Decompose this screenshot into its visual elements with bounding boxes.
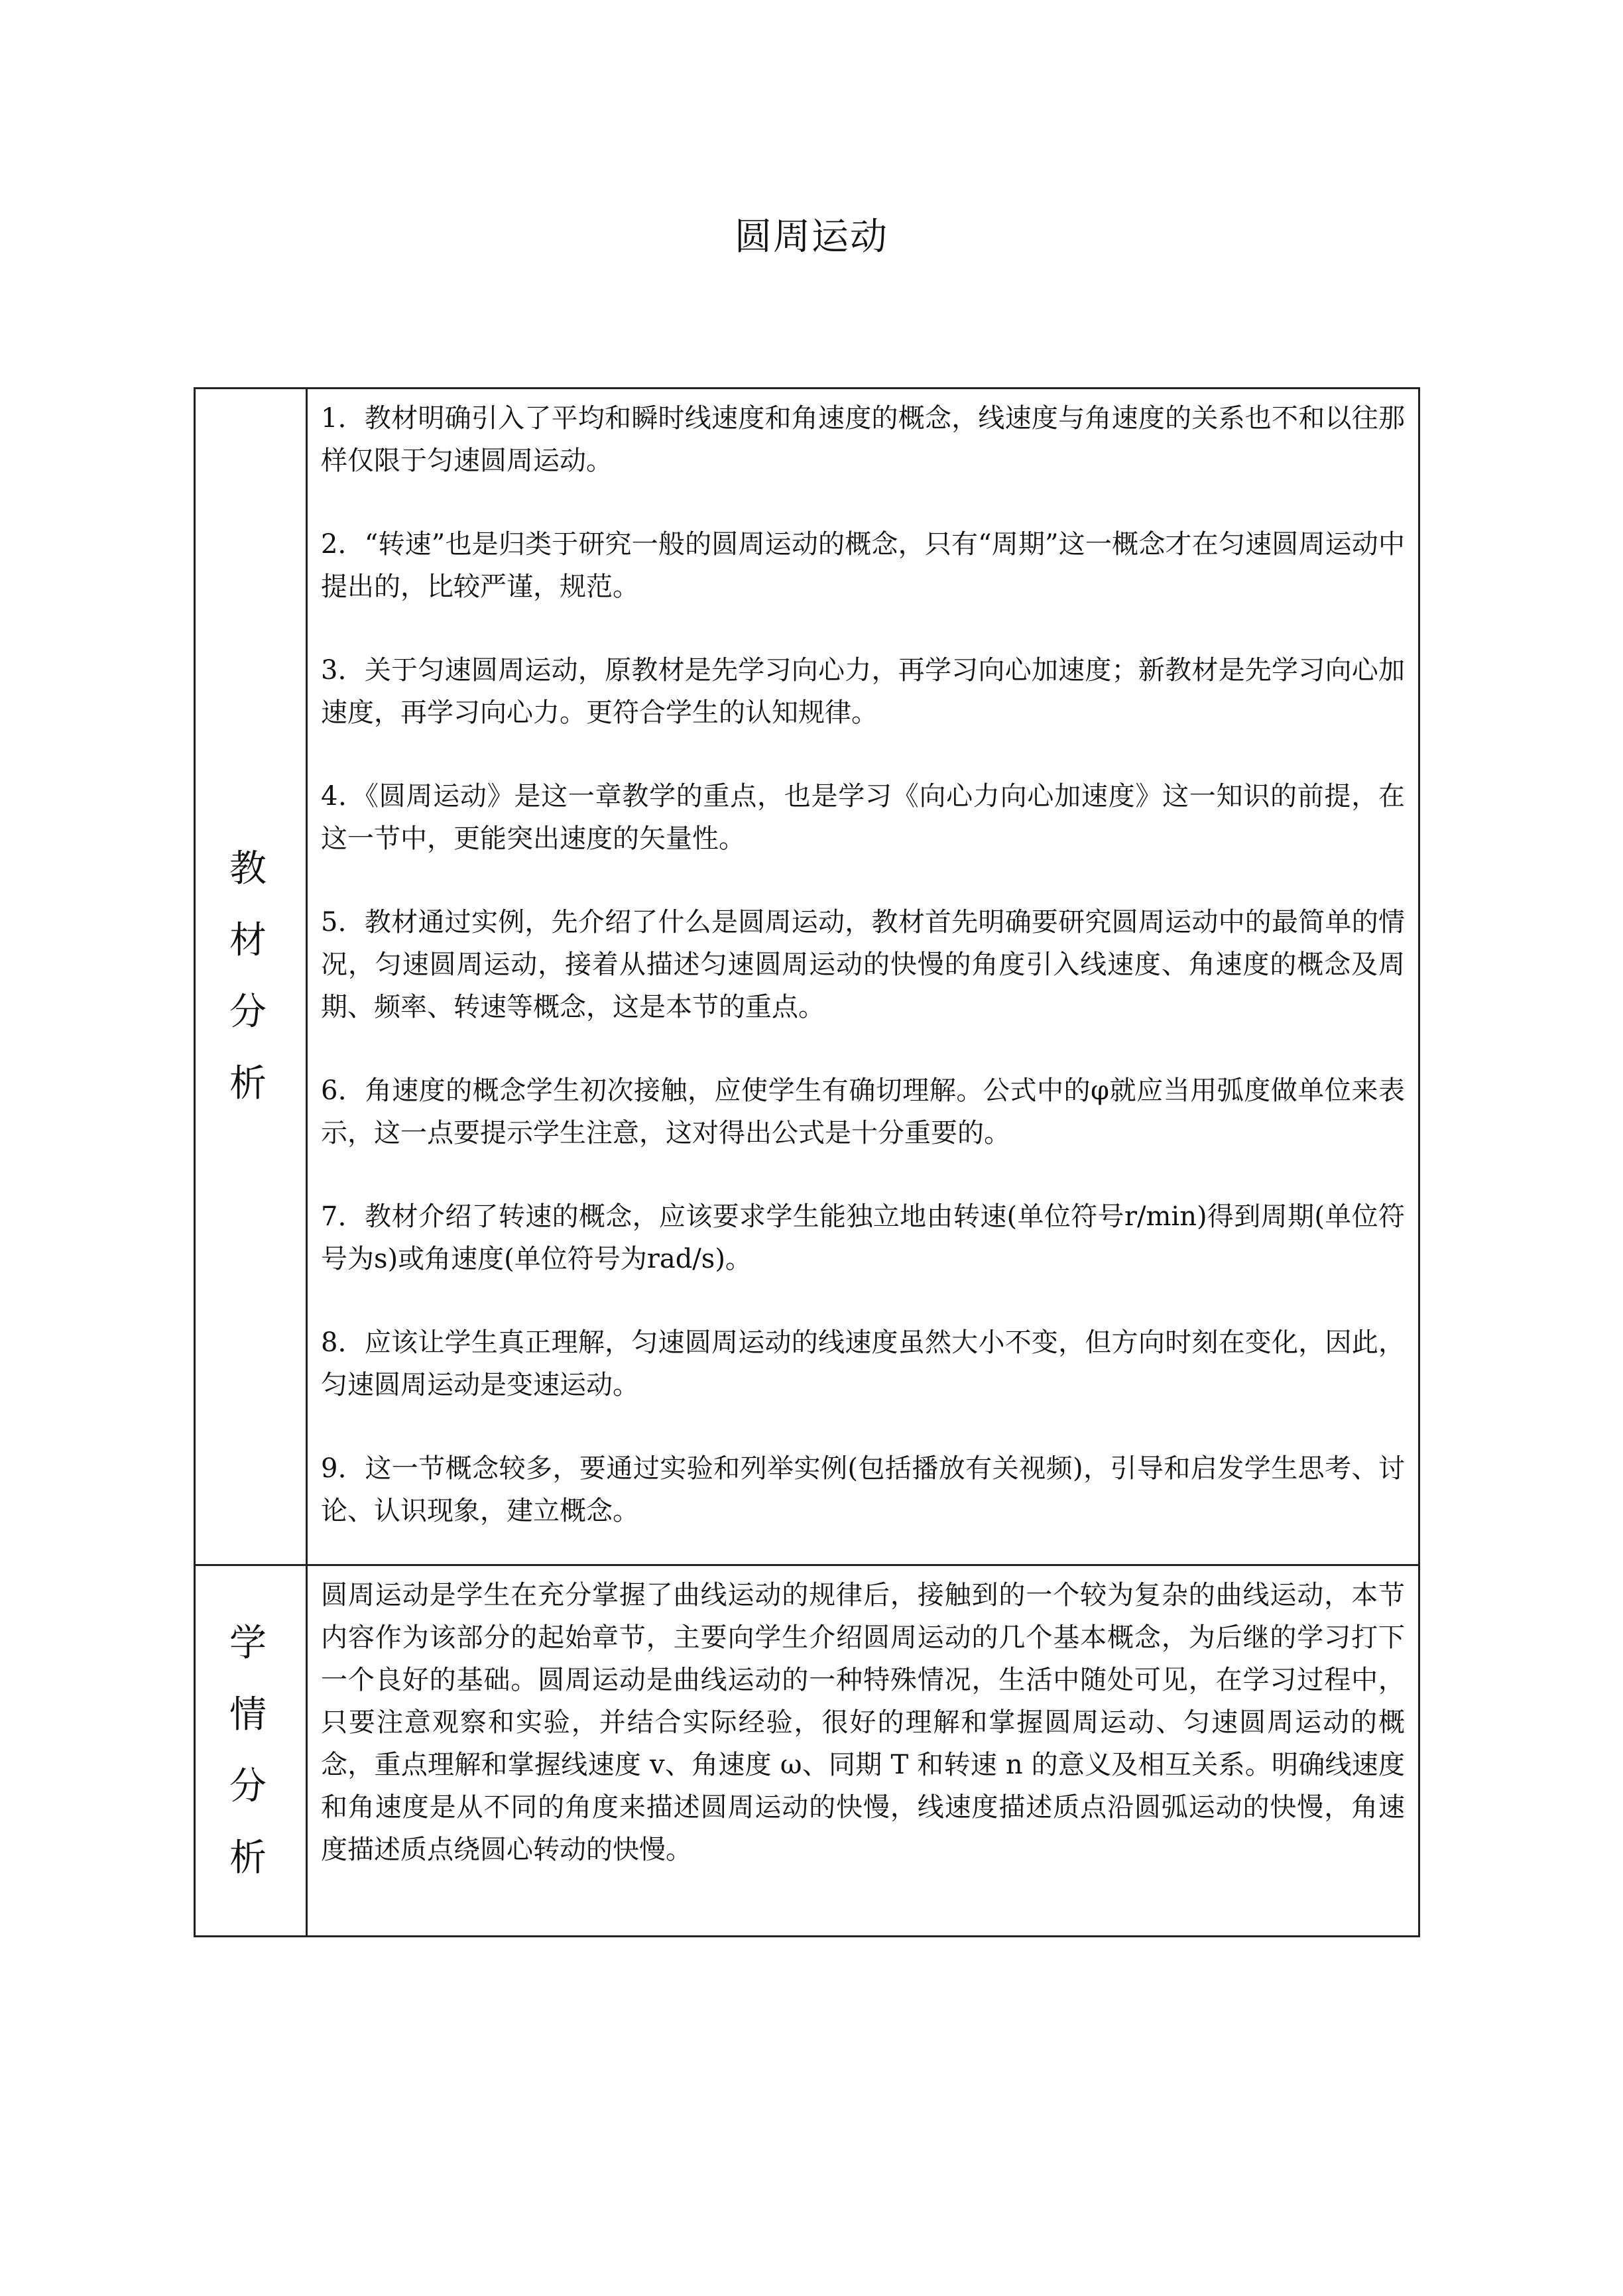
document-title: 圆周运动 — [735, 215, 888, 259]
table-row-student-analysis — [195, 1565, 1419, 1937]
textbook-point-4: 4．《圆周运动》是这一章教学的重点，也是学习《向心力向心加速度》这一知识的前提，在这一节中，更能突出速度的矢量性。 — [321, 781, 1405, 854]
row-label-cell — [195, 389, 307, 1565]
table-row-textbook-analysis — [195, 389, 1419, 1565]
row-label-student-analysis: 学情分析 — [229, 1621, 272, 1880]
textbook-point-9: 9．这一节概念较多，要通过实验和列举实例(包括播放有关视频)，引导和启发学生思考、讨论、认识现象，建立概念。 — [321, 1453, 1405, 1526]
analysis-table — [194, 387, 1420, 1937]
row-label-cell — [195, 1565, 307, 1937]
textbook-point-2: 2．“转速”也是归类于研究一般的圆周运动的概念，只有“周期”这一概念才在匀速圆周运动中提出的，比较严谨，规范。 — [321, 529, 1405, 602]
textbook-point-7: 7．教材介绍了转速的概念，应该要求学生能独立地由转速(单位符号r/min)得到周期(单位符号为s)或角速度(单位符号为rad/s)。 — [321, 1201, 1405, 1274]
textbook-point-8: 8．应该让学生真正理解，匀速圆周运动的线速度虽然大小不变，但方向时刻在变化，因此，匀速圆周运动是变速运动。 — [321, 1327, 1405, 1400]
row-label-textbook-analysis: 教材分析 — [229, 847, 272, 1105]
textbook-point-6: 6．角速度的概念学生初次接触，应使学生有确切理解。公式中的φ就应当用弧度做单位来表示，这一点要提示学生注意，这对得出公式是十分重要的。 — [321, 1075, 1405, 1148]
textbook-point-1: 1．教材明确引入了平均和瞬时线速度和角速度的概念，线速度与角速度的关系也不和以往那样仅限于匀速圆周运动。 — [321, 403, 1405, 476]
textbook-point-3: 3．关于匀速圆周运动，原教材是先学习向心力，再学习向心加速度；新教材是先学习向心加速度，再学习向心力。更符合学生的认知规律。 — [321, 655, 1405, 728]
row-content-cell — [307, 389, 1419, 1565]
textbook-point-5: 5．教材通过实例，先介绍了什么是圆周运动，教材首先明确要研究圆周运动中的最简单的情况，匀速圆周运动，接着从描述匀速圆周运动的快慢的角度引入线速度、角速度的概念及周期、频率、转速等概念，这是本节的重点。 — [321, 907, 1405, 1022]
student-analysis-text: 圆周运动是学生在充分掌握了曲线运动的规律后，接触到的一个较为复杂的曲线运动，本节内容作为该部分的起始章节，主要向学生介绍圆周运动的几个基本概念，为后继的学习打下一个良好的基础。圆周运动是曲线运动的一种特殊情况，生活中随处可见，在学习过程中，只要注意观察和实验，并结合实际经验，很好的理解和掌握圆周运动、匀速圆周运动的概念，重点理解和掌握线速度 v、角速度 ω、同期 T 和转速 n 的意义及相互关系。明确线速度和角速度是从不同的角度来描述圆周运动的快慢，线速度描述质点沿圆弧运动的快慢，角速度描述质点绕圆心转动的快慢。 — [321, 1580, 1405, 1865]
row-content-cell — [307, 1565, 1419, 1937]
